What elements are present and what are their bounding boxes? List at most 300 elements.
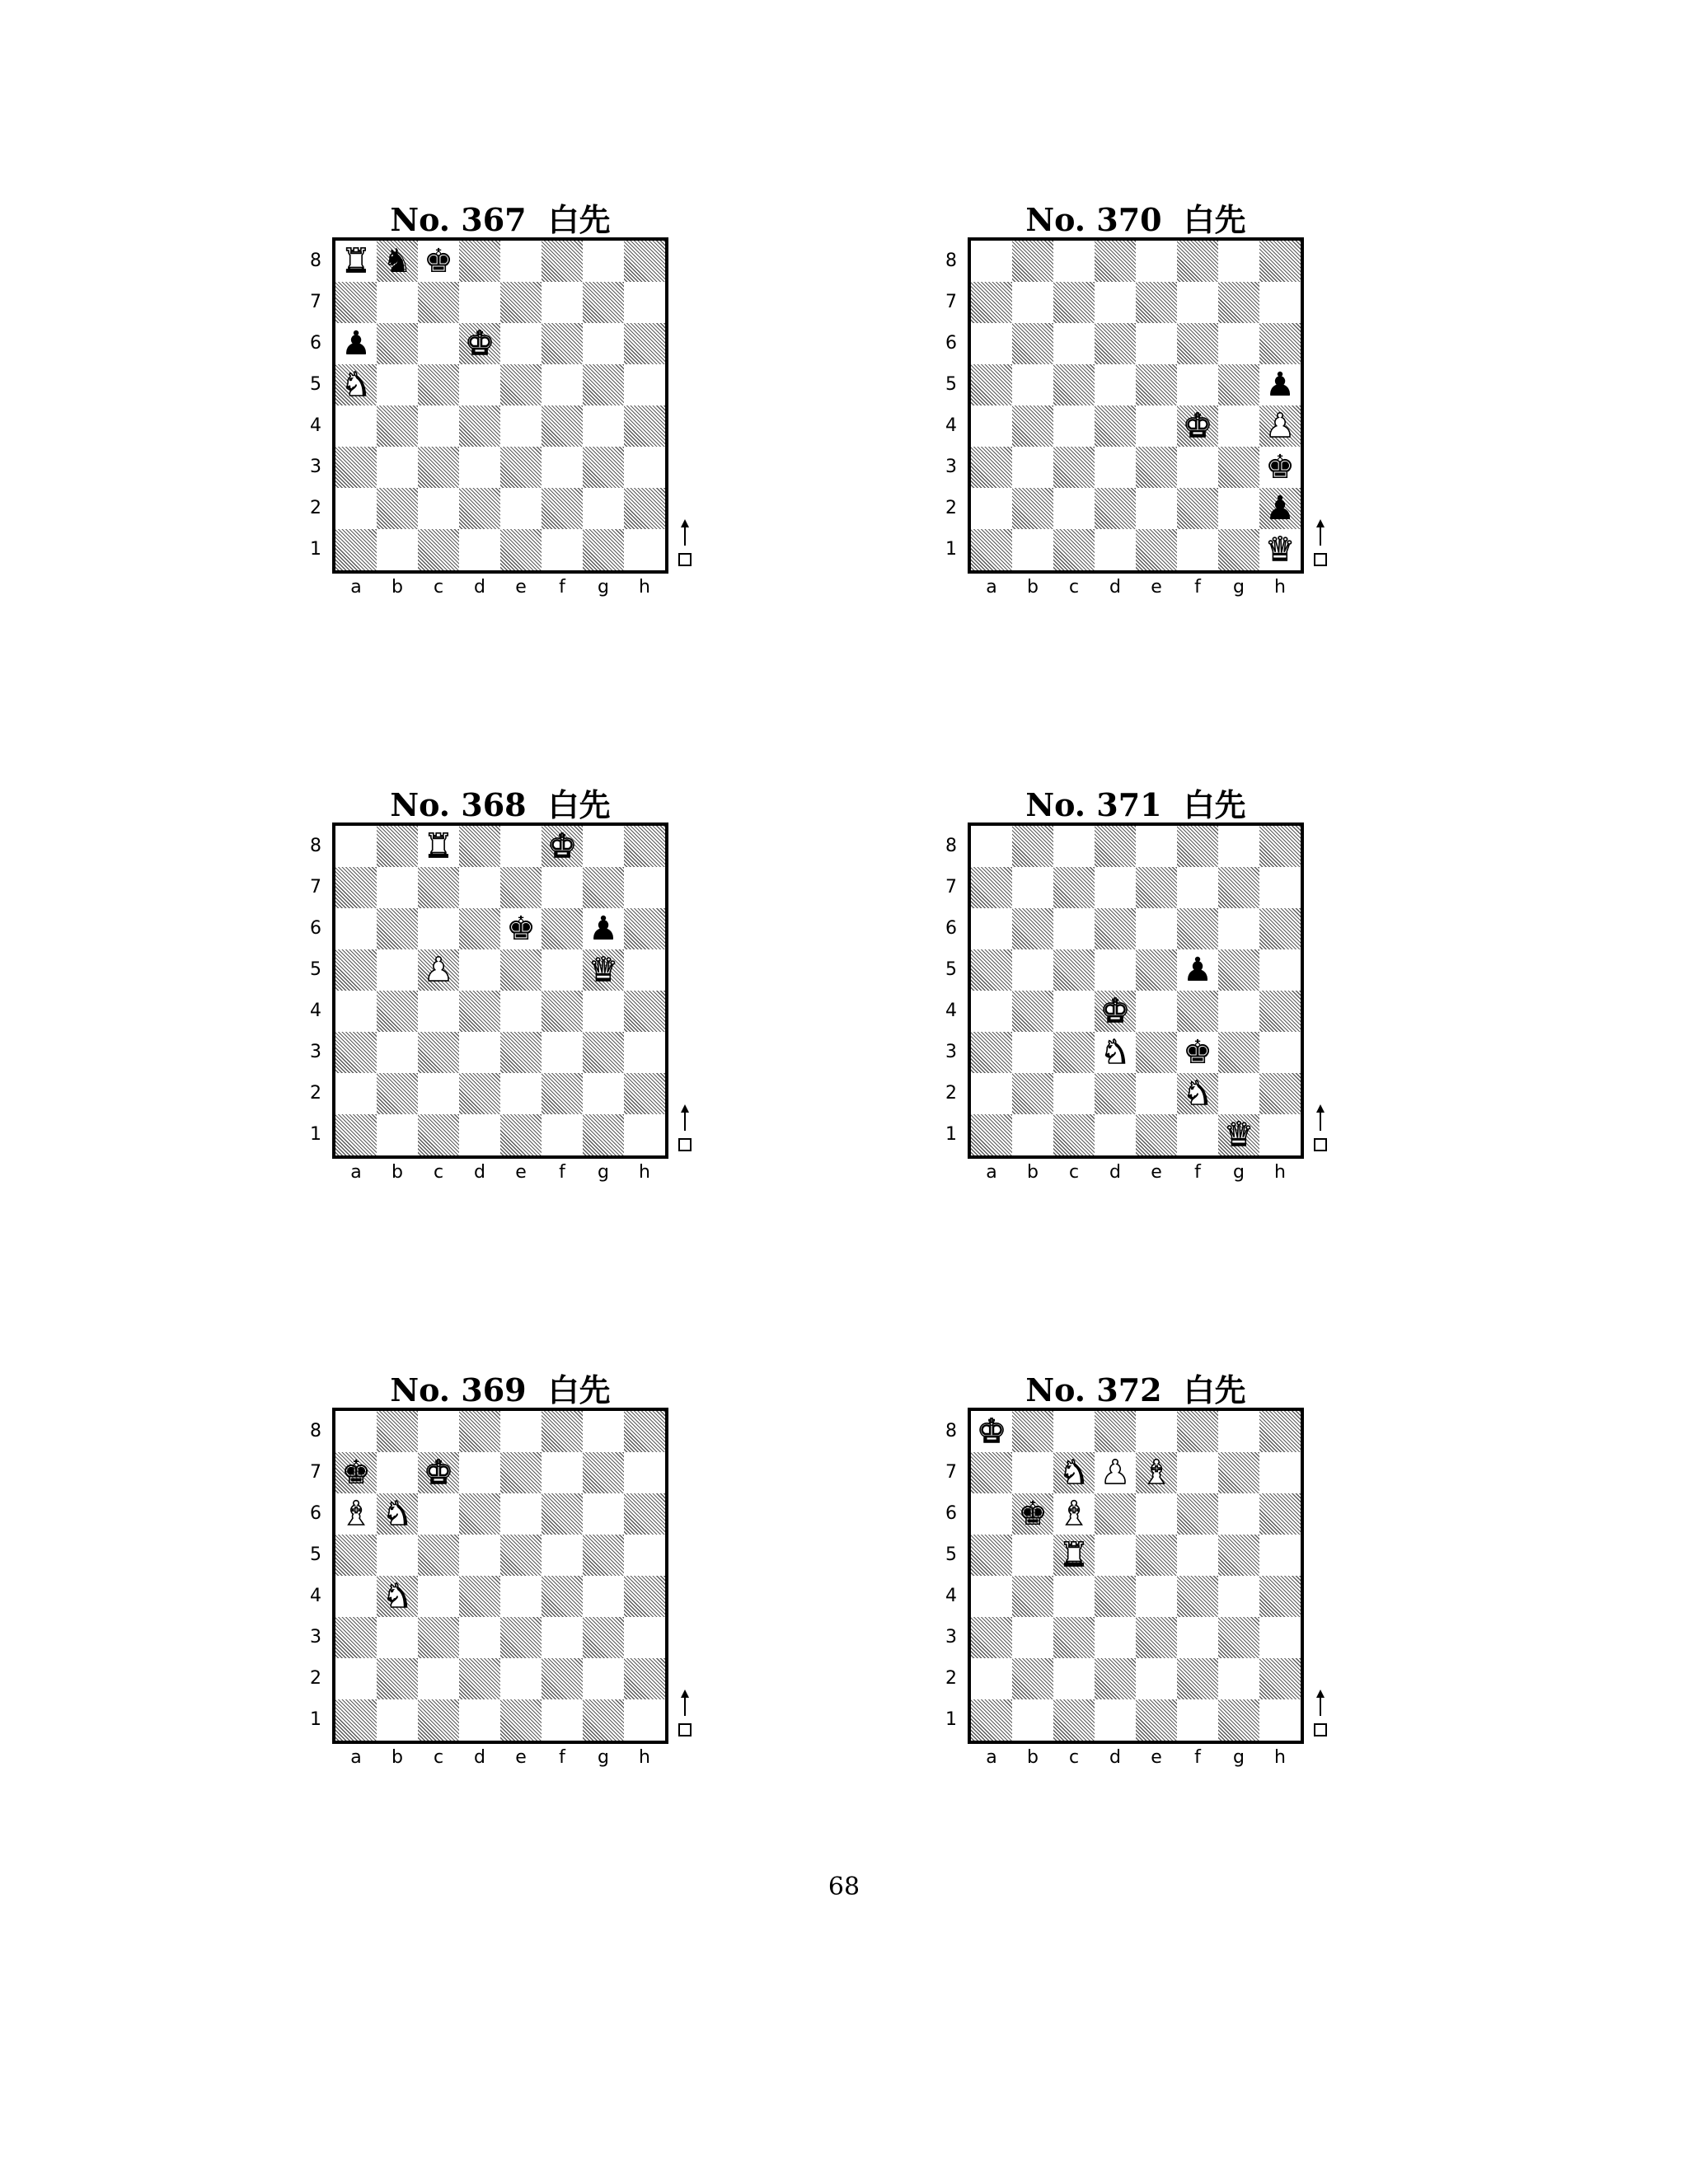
square-e6 bbox=[500, 323, 542, 364]
square-g4 bbox=[1218, 991, 1259, 1032]
square-h3 bbox=[624, 1032, 665, 1073]
square-h1 bbox=[1259, 1114, 1301, 1155]
puzzle-number: No. 372 bbox=[1025, 1371, 1162, 1408]
side-to-move: 白先 bbox=[547, 786, 611, 823]
square-h5 bbox=[1259, 1535, 1301, 1576]
square-d6 bbox=[1095, 908, 1136, 949]
square-e7 bbox=[1136, 867, 1177, 908]
square-d1 bbox=[459, 1699, 500, 1741]
square-f6 bbox=[1177, 908, 1218, 949]
square-d2 bbox=[459, 488, 500, 529]
square-e6 bbox=[500, 1493, 542, 1535]
rank-label: 2 bbox=[310, 498, 321, 518]
square-g5 bbox=[1218, 364, 1259, 405]
square-d3 bbox=[1095, 1617, 1136, 1658]
rank-label: 4 bbox=[310, 415, 321, 436]
square-a3 bbox=[335, 447, 377, 488]
file-label: h bbox=[639, 1162, 650, 1183]
square-f6 bbox=[542, 323, 583, 364]
square-d8 bbox=[1095, 826, 1136, 867]
file-label: a bbox=[986, 577, 997, 598]
file-label: g bbox=[1233, 577, 1245, 598]
square-f4 bbox=[1177, 1576, 1218, 1617]
square-d7 bbox=[459, 282, 500, 323]
white-queen-icon: ♛ bbox=[588, 951, 618, 989]
file-label: d bbox=[474, 577, 485, 598]
square-e2 bbox=[1136, 488, 1177, 529]
file-label: c bbox=[1068, 1162, 1080, 1183]
square-d7 bbox=[1095, 867, 1136, 908]
square-g4 bbox=[583, 1576, 624, 1617]
square-d3 bbox=[1095, 447, 1136, 488]
square-h8 bbox=[624, 241, 665, 282]
square-c6 bbox=[1053, 323, 1095, 364]
square-f8 bbox=[1177, 826, 1218, 867]
black-knight-icon: ♞ bbox=[382, 242, 412, 280]
square-h7 bbox=[1259, 282, 1301, 323]
square-h7 bbox=[624, 867, 665, 908]
rank-label: 3 bbox=[945, 1627, 957, 1647]
puzzle-title bbox=[968, 194, 1297, 240]
square-e1 bbox=[500, 529, 542, 570]
square-d4 bbox=[459, 405, 500, 447]
square-h5 bbox=[624, 1535, 665, 1576]
square-g1 bbox=[583, 1699, 624, 1741]
file-label: g bbox=[598, 1162, 609, 1183]
square-e7 bbox=[500, 1452, 542, 1493]
square-d6 bbox=[1095, 1493, 1136, 1535]
square-e4 bbox=[1136, 1576, 1177, 1617]
square-c3 bbox=[1053, 1032, 1095, 1073]
square-b5 bbox=[1012, 364, 1053, 405]
file-label: d bbox=[1109, 1747, 1121, 1768]
square-e5 bbox=[500, 1535, 542, 1576]
square-f4 bbox=[1177, 991, 1218, 1032]
file-label: a bbox=[350, 577, 362, 598]
square-d4 bbox=[459, 991, 500, 1032]
square-f7 bbox=[1177, 1452, 1218, 1493]
square-f2 bbox=[542, 1658, 583, 1699]
square-h6 bbox=[1259, 908, 1301, 949]
square-e8 bbox=[1136, 241, 1177, 282]
square-e4 bbox=[500, 1576, 542, 1617]
square-g7 bbox=[583, 1452, 624, 1493]
square-d3 bbox=[459, 1617, 500, 1658]
file-label: f bbox=[559, 1747, 565, 1768]
square-g2 bbox=[1218, 1073, 1259, 1114]
square-h6 bbox=[624, 323, 665, 364]
square-f3 bbox=[542, 1032, 583, 1073]
white-king-icon: ♚ bbox=[1100, 992, 1130, 1030]
rank-label: 5 bbox=[310, 1544, 321, 1565]
file-label: e bbox=[1151, 1162, 1162, 1183]
puzzle-number: No. 370 bbox=[1025, 201, 1162, 238]
square-d2 bbox=[1095, 1658, 1136, 1699]
chess-board bbox=[968, 237, 1304, 574]
rank-label: 3 bbox=[310, 1627, 321, 1647]
square-g2 bbox=[1218, 488, 1259, 529]
square-d8 bbox=[459, 241, 500, 282]
square-f2 bbox=[542, 488, 583, 529]
white-king-icon: ♚ bbox=[1183, 407, 1212, 445]
square-f6 bbox=[542, 1493, 583, 1535]
square-b2 bbox=[1012, 1658, 1053, 1699]
white-knight-icon: ♞ bbox=[382, 1495, 412, 1533]
square-f5 bbox=[542, 364, 583, 405]
square-a2 bbox=[335, 1073, 377, 1114]
square-g6 bbox=[583, 1493, 624, 1535]
square-f1 bbox=[542, 529, 583, 570]
square-f6 bbox=[1177, 323, 1218, 364]
square-e4 bbox=[1136, 991, 1177, 1032]
white-knight-icon: ♞ bbox=[1059, 1454, 1089, 1492]
square-c1 bbox=[1053, 529, 1095, 570]
square-a4 bbox=[971, 991, 1012, 1032]
square-e2 bbox=[1136, 1658, 1177, 1699]
square-b7 bbox=[377, 1452, 418, 1493]
square-h7 bbox=[1259, 1452, 1301, 1493]
square-h2 bbox=[624, 1073, 665, 1114]
square-e5 bbox=[1136, 1535, 1177, 1576]
file-label: b bbox=[392, 577, 403, 598]
square-d8 bbox=[459, 826, 500, 867]
rank-label: 3 bbox=[945, 457, 957, 477]
square-h8 bbox=[624, 826, 665, 867]
square-g7 bbox=[1218, 282, 1259, 323]
file-label: g bbox=[598, 577, 609, 598]
file-label: c bbox=[1068, 1747, 1080, 1768]
square-e2 bbox=[500, 1073, 542, 1114]
square-b3 bbox=[1012, 1617, 1053, 1658]
square-a7 bbox=[335, 282, 377, 323]
white-knight-icon: ♞ bbox=[341, 366, 371, 404]
rank-label: 1 bbox=[310, 1124, 321, 1145]
side-to-move: 白先 bbox=[547, 1371, 611, 1408]
board-area bbox=[310, 823, 761, 1193]
square-c3 bbox=[1053, 1617, 1095, 1658]
white-queen-icon: ♛ bbox=[1265, 531, 1295, 569]
square-d5 bbox=[1095, 949, 1136, 991]
square-g6 bbox=[1218, 1493, 1259, 1535]
square-a1 bbox=[335, 529, 377, 570]
rank-label: 7 bbox=[945, 877, 957, 898]
square-g3 bbox=[583, 447, 624, 488]
square-c8 bbox=[1053, 241, 1095, 282]
file-label: a bbox=[350, 1162, 362, 1183]
white-king-icon: ♚ bbox=[424, 1454, 453, 1492]
black-pawn-icon: ♟ bbox=[588, 910, 618, 948]
square-f5 bbox=[1177, 1535, 1218, 1576]
square-d6 bbox=[1095, 323, 1136, 364]
square-b1 bbox=[1012, 1699, 1053, 1741]
square-g8 bbox=[1218, 1411, 1259, 1452]
square-c8 bbox=[418, 1411, 459, 1452]
square-a6 bbox=[971, 323, 1012, 364]
square-e4 bbox=[500, 405, 542, 447]
square-d5 bbox=[1095, 1535, 1136, 1576]
square-d3 bbox=[459, 447, 500, 488]
square-c2 bbox=[418, 1658, 459, 1699]
square-h8 bbox=[1259, 826, 1301, 867]
square-d7 bbox=[459, 1452, 500, 1493]
square-b8 bbox=[1012, 241, 1053, 282]
square-c5 bbox=[1053, 949, 1095, 991]
square-a3 bbox=[971, 1032, 1012, 1073]
square-e3 bbox=[1136, 447, 1177, 488]
rank-label: 6 bbox=[945, 333, 957, 354]
square-g3 bbox=[1218, 1617, 1259, 1658]
square-a7 bbox=[971, 867, 1012, 908]
square-h4 bbox=[1259, 991, 1301, 1032]
square-e6 bbox=[1136, 908, 1177, 949]
square-c7 bbox=[1053, 867, 1095, 908]
square-g8 bbox=[583, 1411, 624, 1452]
square-e3 bbox=[1136, 1617, 1177, 1658]
square-g2 bbox=[583, 488, 624, 529]
side-to-move: 白先 bbox=[1183, 201, 1246, 238]
chess-board bbox=[968, 1408, 1304, 1744]
file-label: b bbox=[1027, 1162, 1039, 1183]
square-c2 bbox=[418, 488, 459, 529]
rank-label: 5 bbox=[310, 959, 321, 980]
file-label: g bbox=[1233, 1747, 1245, 1768]
square-c7 bbox=[418, 282, 459, 323]
square-h1 bbox=[624, 1114, 665, 1155]
white-queen-icon: ♛ bbox=[1224, 1116, 1254, 1154]
black-pawn-icon: ♟ bbox=[1183, 951, 1212, 989]
square-b3 bbox=[1012, 447, 1053, 488]
square-a1 bbox=[971, 529, 1012, 570]
square-g6 bbox=[583, 323, 624, 364]
rank-label: 6 bbox=[945, 1503, 957, 1524]
square-g8 bbox=[1218, 826, 1259, 867]
puzzle-number: No. 371 bbox=[1025, 786, 1162, 823]
square-c6 bbox=[1053, 908, 1095, 949]
square-a1 bbox=[971, 1699, 1012, 1741]
white-rook-icon: ♜ bbox=[1059, 1536, 1089, 1574]
chess-board bbox=[332, 1408, 668, 1744]
rank-label: 5 bbox=[945, 374, 957, 395]
black-king-icon: ♚ bbox=[424, 242, 453, 280]
white-bishop-icon: ♝ bbox=[1059, 1495, 1089, 1533]
square-d7 bbox=[1095, 282, 1136, 323]
white-bishop-icon: ♝ bbox=[341, 1495, 371, 1533]
square-h2 bbox=[1259, 1073, 1301, 1114]
square-e3 bbox=[500, 1032, 542, 1073]
square-b6 bbox=[377, 323, 418, 364]
square-a5 bbox=[971, 364, 1012, 405]
square-f5 bbox=[1177, 364, 1218, 405]
square-b1 bbox=[1012, 529, 1053, 570]
rank-label: 2 bbox=[945, 1668, 957, 1689]
square-e1 bbox=[1136, 1114, 1177, 1155]
file-label: e bbox=[515, 1162, 527, 1183]
square-d1 bbox=[1095, 529, 1136, 570]
square-h2 bbox=[624, 488, 665, 529]
square-c1 bbox=[418, 1114, 459, 1155]
rank-label: 1 bbox=[945, 1709, 957, 1730]
square-f7 bbox=[542, 1452, 583, 1493]
file-label: g bbox=[598, 1747, 609, 1768]
square-a1 bbox=[335, 1114, 377, 1155]
square-f8 bbox=[542, 241, 583, 282]
square-e8 bbox=[500, 241, 542, 282]
square-e2 bbox=[500, 488, 542, 529]
square-e6 bbox=[1136, 323, 1177, 364]
black-king-icon: ♚ bbox=[1265, 448, 1295, 486]
square-a7 bbox=[335, 867, 377, 908]
board-area bbox=[310, 237, 761, 608]
square-a3 bbox=[335, 1617, 377, 1658]
file-label: e bbox=[515, 1747, 527, 1768]
rank-label: 4 bbox=[310, 1001, 321, 1021]
side-to-move: 白先 bbox=[1183, 786, 1246, 823]
square-d6 bbox=[459, 1493, 500, 1535]
square-f7 bbox=[542, 282, 583, 323]
puzzle-number: No. 367 bbox=[390, 201, 527, 238]
square-f5 bbox=[542, 1535, 583, 1576]
rank-label: 4 bbox=[945, 415, 957, 436]
square-a3 bbox=[335, 1032, 377, 1073]
square-a2 bbox=[971, 1073, 1012, 1114]
square-d2 bbox=[1095, 488, 1136, 529]
square-g7 bbox=[583, 867, 624, 908]
square-a8 bbox=[335, 826, 377, 867]
square-a2 bbox=[971, 1658, 1012, 1699]
rank-label: 8 bbox=[945, 836, 957, 856]
square-d5 bbox=[459, 949, 500, 991]
file-label: g bbox=[1233, 1162, 1245, 1183]
file-label: b bbox=[1027, 1747, 1039, 1768]
rank-label: 5 bbox=[945, 1544, 957, 1565]
white-rook-icon: ♜ bbox=[341, 242, 371, 280]
white-king-icon: ♚ bbox=[977, 1413, 1006, 1451]
square-e1 bbox=[1136, 529, 1177, 570]
square-d8 bbox=[1095, 241, 1136, 282]
square-h6 bbox=[624, 1493, 665, 1535]
square-g5 bbox=[1218, 1535, 1259, 1576]
square-g1 bbox=[1218, 529, 1259, 570]
square-b4 bbox=[377, 991, 418, 1032]
file-label: d bbox=[1109, 1162, 1121, 1183]
square-b2 bbox=[377, 1073, 418, 1114]
square-b2 bbox=[1012, 488, 1053, 529]
rank-label: 4 bbox=[945, 1001, 957, 1021]
square-b1 bbox=[377, 1699, 418, 1741]
square-f7 bbox=[542, 867, 583, 908]
file-label: e bbox=[1151, 1747, 1162, 1768]
square-b4 bbox=[1012, 1576, 1053, 1617]
square-h2 bbox=[1259, 1658, 1301, 1699]
rank-label: 8 bbox=[310, 836, 321, 856]
square-a5 bbox=[335, 949, 377, 991]
square-a8 bbox=[335, 1411, 377, 1452]
square-h5 bbox=[624, 949, 665, 991]
square-e7 bbox=[500, 867, 542, 908]
file-label: h bbox=[1274, 577, 1286, 598]
square-f3 bbox=[1177, 447, 1218, 488]
square-c5 bbox=[418, 1535, 459, 1576]
square-g7 bbox=[1218, 1452, 1259, 1493]
square-a8 bbox=[971, 241, 1012, 282]
rank-label: 1 bbox=[310, 539, 321, 560]
square-h5 bbox=[624, 364, 665, 405]
square-g6 bbox=[1218, 908, 1259, 949]
square-b4 bbox=[1012, 405, 1053, 447]
square-c4 bbox=[418, 1576, 459, 1617]
square-f6 bbox=[1177, 1493, 1218, 1535]
square-h5 bbox=[1259, 949, 1301, 991]
rank-label: 8 bbox=[310, 1421, 321, 1441]
square-h8 bbox=[1259, 1411, 1301, 1452]
square-g5 bbox=[1218, 949, 1259, 991]
square-e1 bbox=[1136, 1699, 1177, 1741]
rank-label: 1 bbox=[945, 1124, 957, 1145]
square-e8 bbox=[500, 826, 542, 867]
square-c6 bbox=[418, 1493, 459, 1535]
square-h4 bbox=[624, 1576, 665, 1617]
square-c4 bbox=[1053, 1576, 1095, 1617]
file-label: f bbox=[1194, 1747, 1201, 1768]
square-c8 bbox=[1053, 1411, 1095, 1452]
white-to-move-icon bbox=[1312, 1103, 1329, 1155]
square-f4 bbox=[542, 405, 583, 447]
square-d2 bbox=[1095, 1073, 1136, 1114]
square-f8 bbox=[542, 1411, 583, 1452]
square-c4 bbox=[1053, 405, 1095, 447]
square-h1 bbox=[1259, 1699, 1301, 1741]
square-f6 bbox=[542, 908, 583, 949]
square-b1 bbox=[377, 529, 418, 570]
square-b7 bbox=[377, 282, 418, 323]
square-c6 bbox=[418, 908, 459, 949]
rank-label: 2 bbox=[945, 1083, 957, 1104]
file-label: a bbox=[350, 1747, 362, 1768]
square-g7 bbox=[1218, 867, 1259, 908]
square-e7 bbox=[500, 282, 542, 323]
square-h4 bbox=[624, 405, 665, 447]
square-a6 bbox=[335, 908, 377, 949]
square-g8 bbox=[583, 826, 624, 867]
file-label: a bbox=[986, 1747, 997, 1768]
puzzle-title bbox=[332, 780, 662, 825]
rank-label: 4 bbox=[945, 1586, 957, 1606]
square-h4 bbox=[1259, 1576, 1301, 1617]
square-f8 bbox=[1177, 241, 1218, 282]
side-to-move: 白先 bbox=[1183, 1371, 1246, 1408]
square-a1 bbox=[335, 1699, 377, 1741]
square-f3 bbox=[1177, 1617, 1218, 1658]
square-b8 bbox=[377, 826, 418, 867]
square-e8 bbox=[500, 1411, 542, 1452]
square-a6 bbox=[971, 1493, 1012, 1535]
square-e5 bbox=[1136, 364, 1177, 405]
white-knight-icon: ♞ bbox=[1100, 1033, 1130, 1071]
square-f2 bbox=[542, 1073, 583, 1114]
square-d4 bbox=[1095, 1576, 1136, 1617]
square-c6 bbox=[418, 323, 459, 364]
square-c4 bbox=[418, 405, 459, 447]
white-king-icon: ♚ bbox=[465, 325, 495, 363]
square-a1 bbox=[971, 1114, 1012, 1155]
square-a2 bbox=[335, 1658, 377, 1699]
square-g3 bbox=[583, 1032, 624, 1073]
square-c3 bbox=[1053, 447, 1095, 488]
square-f5 bbox=[542, 949, 583, 991]
black-king-icon: ♚ bbox=[506, 910, 536, 948]
file-label: a bbox=[986, 1162, 997, 1183]
square-h3 bbox=[1259, 1617, 1301, 1658]
